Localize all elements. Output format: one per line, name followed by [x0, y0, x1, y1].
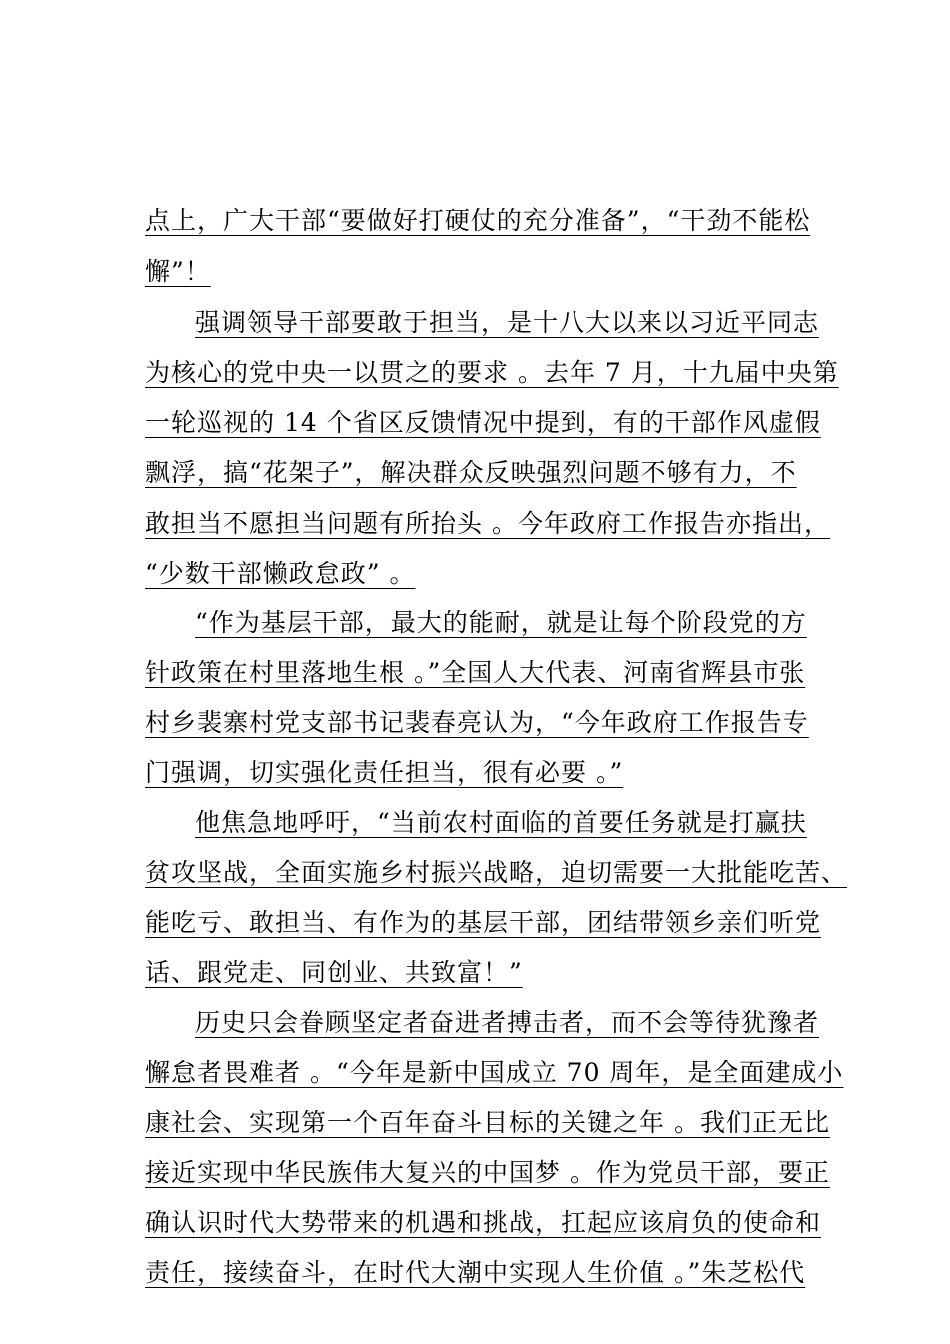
text-line: 接近实现中华民族伟大复兴的中国梦 。作为党员干部，要正	[145, 1158, 830, 1187]
text-line: 责任，接续奋斗，在时代大潮中实现人生价值 。”朱芝松代	[145, 1258, 806, 1287]
text-line: 一轮巡视的 14 个省区反馈情况中提到，有的干部作风虚假	[145, 408, 821, 437]
text-line: 敢担当不愿担当问题有所抬头 。今年政府工作报告亦指出，	[145, 509, 830, 538]
text-line: 话、跟党走、同创业、共致富！”	[145, 958, 523, 987]
text-line: 村乡裴寨村党支部书记裴春亮认为，“今年政府工作报告专	[145, 708, 809, 737]
text-line: 贫攻坚战，全面实施乡村振兴战略，迫切需要一大批能吃苦、	[145, 858, 848, 887]
paragraph-first-line: “作为基层干部，最大的能耐，就是让每个阶段党的方	[195, 608, 807, 637]
text-line: 点上，广大干部“要做好打硬仗的充分准备”，“干劲不能松	[145, 206, 811, 235]
text-line: 为核心的党中央一以贯之的要求 。去年 7 月，十九届中央第	[145, 358, 839, 387]
text-line: “少数干部懒政怠政” 。	[145, 559, 416, 588]
text-line: 康社会、实现第一个百年奋斗目标的关键之年 。我们正无比	[145, 1108, 830, 1137]
paragraph-first-line: 强调领导干部要敢于担当，是十八大以来以习近平同志	[195, 308, 820, 337]
text-line: 飘浮，搞“花架子”，解决群众反映强烈问题不够有力，不	[145, 458, 797, 487]
text-line: 懈怠者畏难者 。“今年是新中国成立 70 周年，是全面建成小	[145, 1058, 844, 1087]
paragraph-first-line: 他焦急地呼吁，“当前农村面临的首要任务就是打赢扶	[195, 808, 807, 837]
text-line: 针政策在村里落地生根 。”全国人大代表、河南省辉县市张	[145, 658, 806, 687]
text-line: 能吃亏、敢担当、有作为的基层干部，团结带领乡亲们听党	[145, 908, 822, 937]
text-line: 门强调，切实强化责任担当，很有必要 。”	[145, 758, 624, 787]
text-line: 确认识时代大势带来的机遇和挑战，扛起应该肩负的使命和	[145, 1208, 822, 1237]
paragraph-first-line: 历史只会眷顾坚定者奋进者搏击者，而不会等待犹豫者	[195, 1008, 820, 1037]
text-line: 懈”！	[145, 257, 211, 286]
